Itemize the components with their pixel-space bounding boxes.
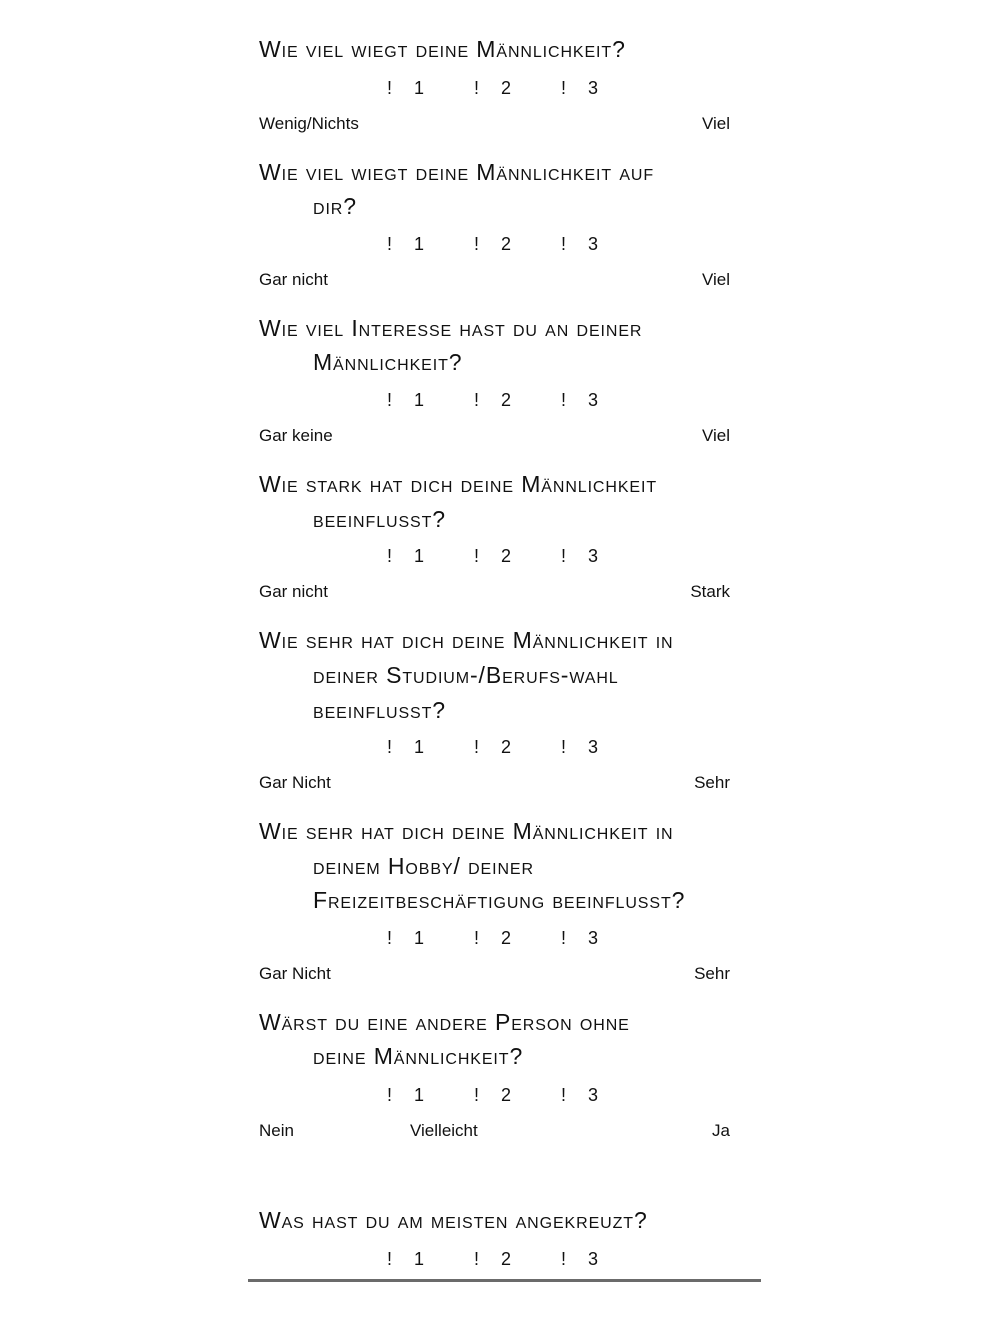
option-3-label: 3 <box>588 234 599 254</box>
option-1-checkbox[interactable]: ! <box>387 390 393 410</box>
option-2-checkbox[interactable]: ! <box>474 78 480 98</box>
question-5-text-line-1: Wie sehr hat dich deine Männlichkeit in <box>259 627 674 653</box>
question-2-text-line-2: dir? <box>313 193 357 219</box>
question-6-text-line-2: deinem Hobby/ deiner <box>313 853 534 879</box>
option-2-label: 2 <box>501 1249 512 1269</box>
option-1-checkbox[interactable]: ! <box>387 546 393 566</box>
option-3-label: 3 <box>588 546 599 566</box>
scale-anchor-high: Stark <box>690 582 730 601</box>
question-1-text: Wie viel wiegt deine Männlichkeit? <box>259 36 626 62</box>
question-3-text-line-2: Männlichkeit? <box>313 349 463 375</box>
option-2-checkbox[interactable]: ! <box>474 1249 480 1269</box>
option-3-checkbox[interactable]: ! <box>561 1249 567 1269</box>
scale-anchor-low: Gar Nicht <box>259 964 331 983</box>
option-1-checkbox[interactable]: ! <box>387 1249 393 1269</box>
option-1-checkbox[interactable]: ! <box>387 234 393 254</box>
question-2-text-line-1: Wie viel wiegt deine Männlichkeit auf <box>259 159 655 185</box>
scale-anchor-high: Sehr <box>694 964 730 983</box>
question-6-text-line-1: Wie sehr hat dich deine Männlichkeit in <box>259 818 674 844</box>
scale-anchor-low: Gar Nicht <box>259 773 331 792</box>
question-5-text-line-3: beeinflusst? <box>313 697 446 723</box>
scale-anchor-low: Gar nicht <box>259 582 328 601</box>
question-6-text-line-3: Freizeitbeschäftigung beeinflusst? <box>313 887 686 913</box>
option-3-checkbox[interactable]: ! <box>561 234 567 254</box>
option-2-checkbox[interactable]: ! <box>474 928 480 948</box>
scale-anchor-high: Viel <box>701 426 730 445</box>
option-2-checkbox[interactable]: ! <box>474 546 480 566</box>
scale-anchor-high: Viel <box>701 270 730 289</box>
question-7-text-line-1: Wärst du eine andere Person ohne <box>259 1009 630 1035</box>
option-2-label: 2 <box>501 1085 512 1105</box>
option-2-label: 2 <box>501 390 512 410</box>
option-1-checkbox[interactable]: ! <box>387 928 393 948</box>
option-2-checkbox[interactable]: ! <box>474 737 480 757</box>
scale-anchor-high: Ja <box>712 1121 730 1140</box>
question-8-text: Was hast du am meisten angekreuzt? <box>259 1207 648 1233</box>
question-4-text-line-1: Wie stark hat dich deine Männlichkeit <box>259 471 658 497</box>
option-1-checkbox[interactable]: ! <box>387 78 393 98</box>
scale-anchor-low: Gar keine <box>259 426 333 445</box>
option-3-label: 3 <box>588 737 599 757</box>
option-2-label: 2 <box>501 737 512 757</box>
question-4-text-line-2: beeinflusst? <box>313 506 446 532</box>
option-1-checkbox[interactable]: ! <box>387 737 393 757</box>
option-1-label: 1 <box>414 928 425 948</box>
option-2-label: 2 <box>501 928 512 948</box>
scale-anchor-low: Gar nicht <box>259 270 328 289</box>
option-2-checkbox[interactable]: ! <box>474 234 480 254</box>
option-1-checkbox[interactable]: ! <box>387 1085 393 1105</box>
option-1-label: 1 <box>414 737 425 757</box>
option-1-label: 1 <box>414 1249 425 1269</box>
scale-anchor-low: Nein <box>259 1121 294 1140</box>
option-3-checkbox[interactable]: ! <box>561 1085 567 1105</box>
option-2-label: 2 <box>501 546 512 566</box>
option-2-checkbox[interactable]: ! <box>474 1085 480 1105</box>
option-2-label: 2 <box>501 234 512 254</box>
option-3-checkbox[interactable]: ! <box>561 737 567 757</box>
option-3-checkbox[interactable]: ! <box>561 928 567 948</box>
bottom-divider <box>248 1279 761 1282</box>
option-2-checkbox[interactable]: ! <box>474 390 480 410</box>
option-3-label: 3 <box>588 1085 599 1105</box>
option-1-label: 1 <box>414 390 425 410</box>
question-7-text-line-2: deine Männlichkeit? <box>313 1043 524 1069</box>
scale-anchor-high: Viel <box>701 114 730 133</box>
option-3-checkbox[interactable]: ! <box>561 78 567 98</box>
scale-anchor-high: Sehr <box>694 773 730 792</box>
scale-anchor-middle: Vielleicht <box>410 1121 478 1140</box>
option-2-label: 2 <box>501 78 512 98</box>
option-3-checkbox[interactable]: ! <box>561 390 567 410</box>
option-3-label: 3 <box>588 390 599 410</box>
option-1-label: 1 <box>414 78 425 98</box>
option-3-label: 3 <box>588 1249 599 1269</box>
option-3-checkbox[interactable]: ! <box>561 546 567 566</box>
option-1-label: 1 <box>414 1085 425 1105</box>
question-5-text-line-2: deiner Studium-/Berufs-wahl <box>313 662 619 688</box>
option-3-label: 3 <box>588 78 599 98</box>
question-3-text-line-1: Wie viel Interesse hast du an deiner <box>259 315 643 341</box>
scale-anchor-low: Wenig/Nichts <box>259 114 359 133</box>
option-1-label: 1 <box>414 546 425 566</box>
option-1-label: 1 <box>414 234 425 254</box>
option-3-label: 3 <box>588 928 599 948</box>
